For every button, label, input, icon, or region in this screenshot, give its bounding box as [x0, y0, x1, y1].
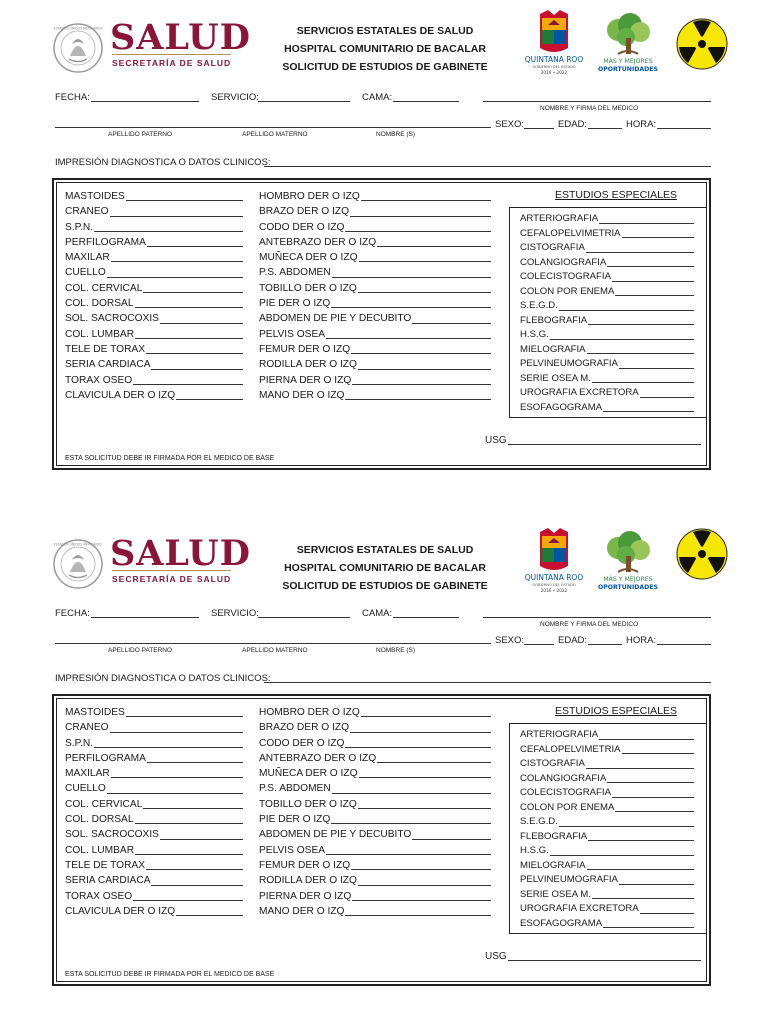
study-label: COLON POR ENEMA	[520, 801, 615, 813]
study-line-p-s-abdomen[interactable]	[259, 781, 491, 796]
studies-box	[52, 178, 711, 470]
study-label: S.E.G.D.	[520, 816, 558, 827]
study-label: ESOFAGOGRAMA	[520, 401, 603, 413]
hora-label: HORA:	[626, 119, 657, 130]
salud-logo-subtitle: SECRETARÍA DE SALUD	[112, 58, 232, 68]
study-line-seria-cardiaca[interactable]	[65, 357, 243, 372]
request-form-1	[0, 0, 768, 500]
fecha-field[interactable]	[91, 608, 199, 618]
study-line-codo-der-o-izq[interactable]	[259, 220, 491, 235]
study-line-mano-der-o-izq[interactable]	[259, 904, 491, 919]
svg-text:MÁS Y MEJORES: MÁS Y MEJORES	[603, 576, 653, 583]
patient-name-field[interactable]	[55, 634, 491, 644]
studies-column-1	[65, 705, 243, 919]
study-line-pie-der-o-izq[interactable]	[259, 296, 491, 311]
quintana-roo-logo-icon	[522, 528, 586, 594]
request-form-2	[0, 516, 768, 1016]
impresion-field[interactable]	[264, 157, 711, 167]
study-label: SERIE OSEA M.	[520, 888, 591, 900]
study-label: ANTEBRAZO DER O IZQ	[259, 752, 377, 764]
usg-label: USG	[485, 951, 507, 962]
study-line-cefalopelvimetria[interactable]	[520, 743, 694, 758]
study-line-col-dorsal[interactable]	[65, 812, 243, 827]
study-line-urografia-excretora[interactable]	[520, 902, 694, 917]
sexo-label: SEXO:	[495, 119, 525, 130]
svg-text:GOBIERNO DEL ESTADO: GOBIERNO DEL ESTADO	[532, 65, 576, 69]
study-line-mano-der-o-izq[interactable]	[259, 388, 491, 403]
estudios-especiales-list	[520, 212, 694, 415]
study-line-s-e-g-d[interactable]	[520, 815, 694, 830]
study-line-rodilla-der-o-izq[interactable]	[259, 357, 491, 372]
study-label: ARTERIOGRAFIA	[520, 729, 599, 740]
svg-text:ESTADOS UNIDOS MEXICANOS: ESTADOS UNIDOS MEXICANOS	[53, 542, 103, 547]
apellido-materno-caption: APELLIDO MATERNO	[242, 647, 308, 654]
study-label: COL. CERVICAL	[65, 798, 143, 810]
study-line-hombro-der-o-izq[interactable]	[259, 705, 491, 720]
footer-note: ESTA SOLICITUD DEBE IR FIRMADA POR EL MEDICO DE BASE	[65, 455, 275, 462]
sexo-field[interactable]	[524, 119, 554, 129]
study-line-mielografia[interactable]	[520, 343, 694, 358]
study-label: TELE DE TORAX	[65, 859, 146, 871]
header-line-2: HOSPITAL COMUNITARIO DE BACALAR	[284, 43, 486, 55]
svg-text:2016 • 2022: 2016 • 2022	[540, 588, 568, 593]
study-label: SERIA CARDIACA	[65, 359, 151, 371]
study-line-clavicula-der-o-izq[interactable]	[65, 904, 243, 919]
study-label: COLANGIOGRAFIA	[520, 256, 607, 268]
fecha-label: FECHA:	[55, 92, 90, 103]
study-label: RODILLA DER O IZQ	[259, 359, 357, 371]
header-title	[250, 22, 520, 76]
cama-label: CAMA:	[362, 92, 393, 103]
study-line-femur-der-o-izq[interactable]	[259, 858, 491, 873]
study-line-arteriografia[interactable]	[520, 212, 694, 227]
study-line-esofagograma[interactable]	[520, 917, 694, 932]
salud-logo-text: SALUD	[110, 17, 252, 58]
study-label: S.P.N.	[65, 221, 94, 233]
study-line-tobillo-der-o-izq[interactable]	[259, 797, 491, 812]
study-label: TORAX OSEO	[65, 374, 133, 386]
study-label: ABDOMEN DE PIE Y DECUBITO	[259, 313, 412, 325]
study-label: FLEBOGRAFIA	[520, 314, 588, 326]
quintana-roo-logo-icon	[522, 10, 586, 76]
study-label: PERFILOGRAMA	[65, 236, 146, 248]
study-label: PELVIS OSEA	[259, 844, 326, 856]
hora-label: HORA:	[626, 635, 657, 646]
study-line-flebografia[interactable]	[520, 314, 694, 329]
study-line-perfilograma[interactable]	[65, 751, 243, 766]
study-label: PELVIS OSEA	[259, 328, 326, 340]
study-label: FEMUR DER O IZQ	[259, 859, 351, 871]
study-label: COLON POR ENEMA	[520, 285, 615, 297]
study-label: ESOFAGOGRAMA	[520, 917, 603, 929]
study-line-pelvineumografia[interactable]	[520, 873, 694, 888]
impresion-field[interactable]	[264, 673, 711, 683]
study-line-codo-der-o-izq[interactable]	[259, 736, 491, 751]
study-line-col-cervical[interactable]	[65, 797, 243, 812]
study-label: P.S. ABDOMEN	[259, 783, 331, 795]
study-line-col-lumbar[interactable]	[65, 327, 243, 342]
fecha-field[interactable]	[91, 92, 199, 102]
study-line-colangiografia[interactable]	[520, 256, 694, 271]
study-label: CISTOGRAFIA	[520, 242, 585, 253]
study-label: H.S.G.	[520, 845, 549, 856]
study-label: MASTOIDES	[65, 707, 125, 718]
study-line-esofagograma[interactable]	[520, 401, 694, 416]
study-line-cuello[interactable]	[65, 265, 243, 280]
study-line-colecistografia[interactable]	[520, 786, 694, 801]
studies-column-2	[259, 705, 491, 919]
study-line-h-s-g[interactable]	[520, 844, 694, 859]
study-line-s-e-g-d[interactable]	[520, 299, 694, 314]
apellido-paterno-caption: APELLIDO PATERNO	[108, 647, 173, 654]
firma-medico-field[interactable]	[483, 608, 711, 618]
study-label: SERIA CARDIACA	[65, 875, 151, 887]
study-label: MASTOIDES	[65, 191, 125, 202]
study-label: BRAZO DER O IZQ	[259, 722, 349, 734]
study-label: PIE DER O IZQ	[259, 814, 331, 826]
edad-label: EDAD:	[558, 635, 588, 646]
cama-field[interactable]	[393, 92, 459, 102]
study-label: UROGRAFIA EXCRETORA	[520, 903, 639, 914]
study-line-torax-oseo[interactable]	[65, 373, 243, 388]
study-line-col-cervical[interactable]	[65, 281, 243, 296]
study-line-brazo-der-o-izq[interactable]	[259, 720, 491, 735]
study-label: CUELLO	[65, 267, 106, 279]
cama-label: CAMA:	[362, 608, 393, 619]
impresion-label: IMPRESIÓN DIAGNOSTICA O DATOS CLINICOS:	[55, 673, 271, 684]
svg-text:QUINTANA ROO: QUINTANA ROO	[524, 573, 584, 582]
hora-field[interactable]	[657, 635, 711, 645]
study-line-torax-oseo[interactable]	[65, 889, 243, 904]
study-label: CISTOGRAFIA	[520, 758, 585, 769]
study-line-cistografia[interactable]	[520, 757, 694, 772]
edad-field[interactable]	[588, 635, 622, 645]
study-line-sol-sacrocoxis[interactable]	[65, 311, 243, 326]
estudios-especiales-box	[509, 207, 707, 418]
study-line-seria-cardiaca[interactable]	[65, 873, 243, 888]
study-line-pierna-der-o-izq[interactable]	[259, 889, 491, 904]
study-label: COLANGIOGRAFIA	[520, 772, 607, 784]
study-label: PERFILOGRAMA	[65, 752, 146, 764]
study-label: PELVINEUMOGRAFIA	[520, 358, 618, 369]
salud-logo-subtitle: SECRETARÍA DE SALUD	[112, 574, 232, 584]
apellido-materno-caption: APELLIDO MATERNO	[242, 131, 308, 138]
svg-text:2016 • 2022: 2016 • 2022	[540, 70, 568, 75]
study-line-cefalopelvimetria[interactable]	[520, 227, 694, 242]
study-label: CLAVICULA DER O IZQ	[65, 905, 176, 917]
firma-medico-field[interactable]	[483, 92, 711, 102]
header-title	[250, 541, 520, 595]
header-line-3: SOLICITUD DE ESTUDIOS DE GABINETE	[282, 61, 488, 73]
study-label: PIE DER O IZQ	[259, 298, 331, 310]
study-label: BRAZO DER O IZQ	[259, 206, 349, 218]
study-line-pierna-der-o-izq[interactable]	[259, 373, 491, 388]
servicio-label: SERVICIO:	[211, 92, 259, 103]
study-line-muneca-der-o-izq[interactable]	[259, 766, 491, 781]
fecha-label: FECHA:	[55, 608, 90, 619]
study-label: PIERNA DER O IZQ	[259, 890, 352, 902]
radiation-icon	[676, 528, 728, 580]
study-line-serie-osea-m[interactable]	[520, 888, 694, 903]
sexo-label: SEXO:	[495, 635, 525, 646]
study-line-antebrazo-der-o-izq[interactable]	[259, 751, 491, 766]
study-line-pie-der-o-izq[interactable]	[259, 812, 491, 827]
study-line-femur-der-o-izq[interactable]	[259, 342, 491, 357]
study-label: FLEBOGRAFIA	[520, 830, 588, 842]
study-line-p-s-abdomen[interactable]	[259, 265, 491, 280]
study-label: ARTERIOGRAFIA	[520, 213, 599, 224]
estudios-especiales-title: ESTUDIOS ESPECIALES	[555, 705, 677, 717]
footer-note: ESTA SOLICITUD DEBE IR FIRMADA POR EL MEDICO DE BASE	[65, 971, 275, 978]
study-line-craneo[interactable]	[65, 720, 243, 735]
svg-text:MÁS Y MEJORES: MÁS Y MEJORES	[603, 58, 653, 65]
servicio-field[interactable]	[258, 608, 350, 618]
svg-text:ESTADOS UNIDOS MEXICANOS: ESTADOS UNIDOS MEXICANOS	[53, 26, 103, 31]
study-line-colon-por-enema[interactable]	[520, 285, 694, 300]
study-line-mastoides[interactable]	[65, 189, 243, 204]
study-line-urografia-excretora[interactable]	[520, 386, 694, 401]
svg-text:OPORTUNIDADES: OPORTUNIDADES	[597, 584, 659, 591]
study-line-rodilla-der-o-izq[interactable]	[259, 873, 491, 888]
study-label: COL. CERVICAL	[65, 282, 143, 294]
study-label: CEFALOPELVIMETRIA	[520, 743, 621, 755]
study-line-colon-por-enema[interactable]	[520, 801, 694, 816]
study-line-col-lumbar[interactable]	[65, 843, 243, 858]
firma-medico-caption: NOMBRE Y FIRMA DEL MEDICO	[540, 105, 639, 112]
study-label: CUELLO	[65, 783, 106, 795]
studies-box	[52, 694, 711, 986]
edad-field[interactable]	[588, 119, 622, 129]
header-line-2: HOSPITAL COMUNITARIO DE BACALAR	[284, 562, 486, 574]
study-line-colecistografia[interactable]	[520, 270, 694, 285]
sexo-field[interactable]	[524, 635, 554, 645]
edad-label: EDAD:	[558, 119, 588, 130]
nombre-caption: NOMBRE (S)	[376, 647, 415, 654]
salud-logo-text: SALUD	[110, 533, 252, 574]
study-label: H.S.G.	[520, 329, 549, 340]
study-line-arteriografia[interactable]	[520, 728, 694, 743]
study-line-tobillo-der-o-izq[interactable]	[259, 281, 491, 296]
study-line-s-p-n[interactable]	[65, 220, 243, 235]
study-label: MIELOGRAFIA	[520, 859, 586, 871]
study-label: HOMBRO DER O IZQ	[259, 707, 360, 718]
study-label: ABDOMEN DE PIE Y DECUBITO	[259, 829, 412, 841]
study-line-abdomen-de-pie-y-decubito[interactable]	[259, 827, 491, 842]
study-label: TELE DE TORAX	[65, 343, 146, 355]
study-label: RODILLA DER O IZQ	[259, 875, 357, 887]
servicio-label: SERVICIO:	[211, 608, 259, 619]
study-label: MAXILAR	[65, 768, 110, 780]
study-label: COL. DORSAL	[65, 298, 134, 310]
firma-medico-caption: NOMBRE Y FIRMA DEL MEDICO	[540, 621, 639, 628]
study-line-sol-sacrocoxis[interactable]	[65, 827, 243, 842]
usg-field[interactable]	[485, 949, 701, 964]
studies-column-1	[65, 189, 243, 403]
svg-text:OPORTUNIDADES: OPORTUNIDADES	[597, 66, 659, 73]
study-line-colangiografia[interactable]	[520, 772, 694, 787]
apellido-paterno-caption: APELLIDO PATERNO	[108, 131, 173, 138]
study-line-maxilar[interactable]	[65, 766, 243, 781]
study-line-craneo[interactable]	[65, 204, 243, 219]
study-label: PIERNA DER O IZQ	[259, 374, 352, 386]
study-label: ANTEBRAZO DER O IZQ	[259, 236, 377, 248]
radiation-icon	[676, 18, 728, 70]
studies-column-2	[259, 189, 491, 403]
study-label: CODO DER O IZQ	[259, 737, 345, 749]
header-line-1: SERVICIOS ESTATALES DE SALUD	[296, 544, 474, 556]
study-line-h-s-g[interactable]	[520, 328, 694, 343]
usg-field[interactable]	[485, 433, 701, 448]
mas-y-mejores-logo-icon	[596, 12, 660, 74]
patient-name-field[interactable]	[55, 118, 491, 128]
estudios-especiales-list	[520, 728, 694, 931]
estudios-especiales-title: ESTUDIOS ESPECIALES	[555, 189, 677, 201]
study-label: MUÑECA DER O IZQ	[259, 768, 358, 780]
cama-field[interactable]	[393, 608, 459, 618]
study-label: PELVINEUMOGRAFIA	[520, 874, 618, 885]
study-label: TORAX OSEO	[65, 890, 133, 902]
mas-y-mejores-logo-icon	[596, 530, 660, 592]
study-label: S.P.N.	[65, 737, 94, 749]
study-line-cuello[interactable]	[65, 781, 243, 796]
study-label: S.E.G.D.	[520, 300, 558, 311]
study-label: SERIE OSEA M.	[520, 372, 591, 384]
header-line-3: SOLICITUD DE ESTUDIOS DE GABINETE	[282, 580, 488, 592]
impresion-label: IMPRESIÓN DIAGNOSTICA O DATOS CLINICOS:	[55, 157, 271, 168]
nombre-caption: NOMBRE (S)	[376, 131, 415, 138]
study-line-muneca-der-o-izq[interactable]	[259, 250, 491, 265]
hora-field[interactable]	[657, 119, 711, 129]
study-label: MANO DER O IZQ	[259, 389, 345, 401]
study-label: MUÑECA DER O IZQ	[259, 252, 358, 264]
study-label: UROGRAFIA EXCRETORA	[520, 387, 639, 398]
mexico-seal-icon	[52, 538, 104, 590]
study-line-cistografia[interactable]	[520, 241, 694, 256]
study-line-s-p-n[interactable]	[65, 736, 243, 751]
study-line-tele-de-torax[interactable]	[65, 858, 243, 873]
study-label: MAXILAR	[65, 252, 110, 264]
study-label: CEFALOPELVIMETRIA	[520, 227, 621, 239]
study-label: COL. DORSAL	[65, 814, 134, 826]
estudios-especiales-box	[509, 723, 707, 934]
study-line-hombro-der-o-izq[interactable]	[259, 189, 491, 204]
study-line-col-dorsal[interactable]	[65, 296, 243, 311]
study-label: COL. LUMBAR	[65, 844, 135, 856]
header-line-1: SERVICIOS ESTATALES DE SALUD	[296, 25, 474, 37]
study-label: COLECISTOGRAFIA	[520, 271, 611, 282]
study-label: SOL. SACROCOXIS	[65, 829, 159, 841]
study-line-antebrazo-der-o-izq[interactable]	[259, 235, 491, 250]
study-line-pelvineumografia[interactable]	[520, 357, 694, 372]
servicio-field[interactable]	[258, 92, 350, 102]
study-label: SOL. SACROCOXIS	[65, 313, 159, 325]
study-line-abdomen-de-pie-y-decubito[interactable]	[259, 311, 491, 326]
study-label: TOBILLO DER O IZQ	[259, 798, 357, 810]
study-label: P.S. ABDOMEN	[259, 267, 331, 279]
study-line-clavicula-der-o-izq[interactable]	[65, 388, 243, 403]
study-label: MANO DER O IZQ	[259, 905, 345, 917]
study-line-pelvis-osea[interactable]	[259, 327, 491, 342]
study-label: TOBILLO DER O IZQ	[259, 282, 357, 294]
study-label: COL. LUMBAR	[65, 328, 135, 340]
svg-text:QUINTANA ROO: QUINTANA ROO	[524, 55, 584, 64]
study-label: CODO DER O IZQ	[259, 221, 345, 233]
study-line-tele-de-torax[interactable]	[65, 342, 243, 357]
study-label: CRANEO	[65, 722, 109, 734]
study-line-mastoides[interactable]	[65, 705, 243, 720]
usg-label: USG	[485, 435, 507, 446]
svg-text:GOBIERNO DEL ESTADO: GOBIERNO DEL ESTADO	[532, 583, 576, 587]
study-label: FEMUR DER O IZQ	[259, 343, 351, 355]
study-line-flebografia[interactable]	[520, 830, 694, 845]
mexico-seal-icon	[52, 22, 104, 74]
study-label: HOMBRO DER O IZQ	[259, 191, 360, 202]
study-label: CRANEO	[65, 206, 109, 218]
study-label: COLECISTOGRAFIA	[520, 787, 611, 798]
study-line-brazo-der-o-izq[interactable]	[259, 204, 491, 219]
study-line-perfilograma[interactable]	[65, 235, 243, 250]
study-label: CLAVICULA DER O IZQ	[65, 389, 176, 401]
study-line-maxilar[interactable]	[65, 250, 243, 265]
study-line-serie-osea-m[interactable]	[520, 372, 694, 387]
study-line-mielografia[interactable]	[520, 859, 694, 874]
study-line-pelvis-osea[interactable]	[259, 843, 491, 858]
study-label: MIELOGRAFIA	[520, 343, 586, 355]
